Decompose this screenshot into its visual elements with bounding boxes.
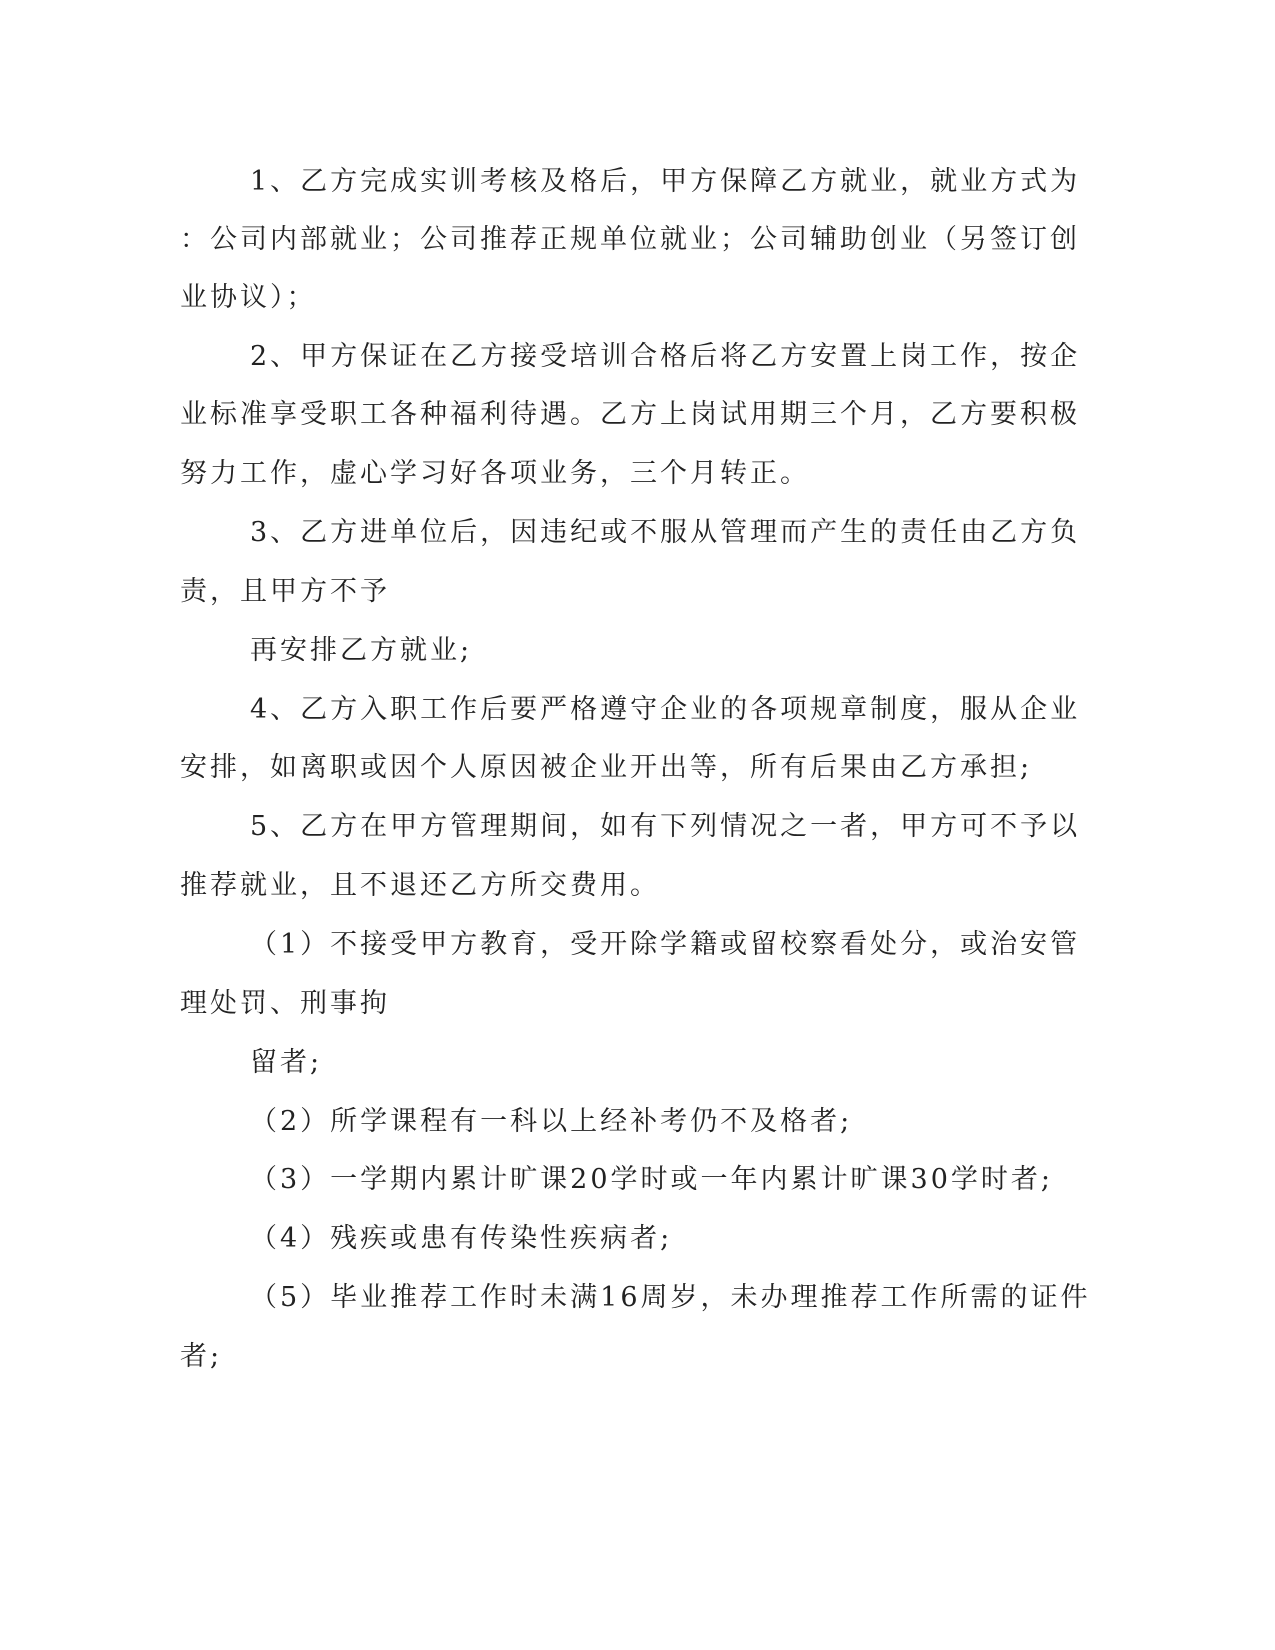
clause-5-line-1: 5、乙方在甲方管理期间，如有下列情况之一者，甲方可不予以	[250, 811, 1081, 842]
item-1-line-2: 理处罚、刑事拘	[180, 988, 390, 1019]
clause-4-line-2: 安排，如离职或因个人原因被企业开出等，所有后果由乙方承担;	[180, 752, 1033, 783]
item-4-line: （4）残疾或患有传染性疾病者;	[250, 1223, 673, 1254]
clause-2-line-1: 2、甲方保证在乙方接受培训合格后将乙方安置上岗工作，按企	[250, 341, 1081, 372]
item-5-line-1: （5）毕业推荐工作时未满16周岁，未办理推荐工作所需的证件	[250, 1282, 1091, 1313]
clause-1-line-2: ：公司内部就业；公司推荐正规单位就业；公司辅助创业（另签订创	[180, 224, 1080, 255]
clause-2-line-2: 业标准享受职工各种福利待遇。乙方上岗试用期三个月，乙方要积极	[180, 399, 1080, 430]
item-5-line-2: 者;	[180, 1341, 223, 1372]
clause-3-line-2: 责，且甲方不予	[180, 576, 390, 607]
clause-4-line-1: 4、乙方入职工作后要严格遵守企业的各项规章制度，服从企业	[250, 694, 1081, 725]
clause-5-line-2: 推荐就业，且不退还乙方所交费用。	[180, 870, 660, 901]
clause-3-line-1: 3、乙方进单位后，因违纪或不服从管理而产生的责任由乙方负	[250, 517, 1081, 548]
item-2-line: （2）所学课程有一科以上经补考仍不及格者;	[250, 1106, 853, 1137]
clause-1-line-3: 业协议）；	[180, 282, 317, 313]
clause-3-line-3: 再安排乙方就业;	[250, 635, 473, 666]
item-1-line-3: 留者;	[250, 1047, 323, 1078]
item-1-line-1: （1）不接受甲方教育，受开除学籍或留校察看处分，或治安管	[250, 929, 1081, 960]
clause-1-line-1: 1、乙方完成实训考核及格后，甲方保障乙方就业，就业方式为	[250, 166, 1081, 197]
clause-2-line-3: 努力工作，虚心学习好各项业务，三个月转正。	[180, 458, 810, 489]
item-3-line: （3）一学期内累计旷课20学时或一年内累计旷课30学时者;	[250, 1164, 1053, 1195]
